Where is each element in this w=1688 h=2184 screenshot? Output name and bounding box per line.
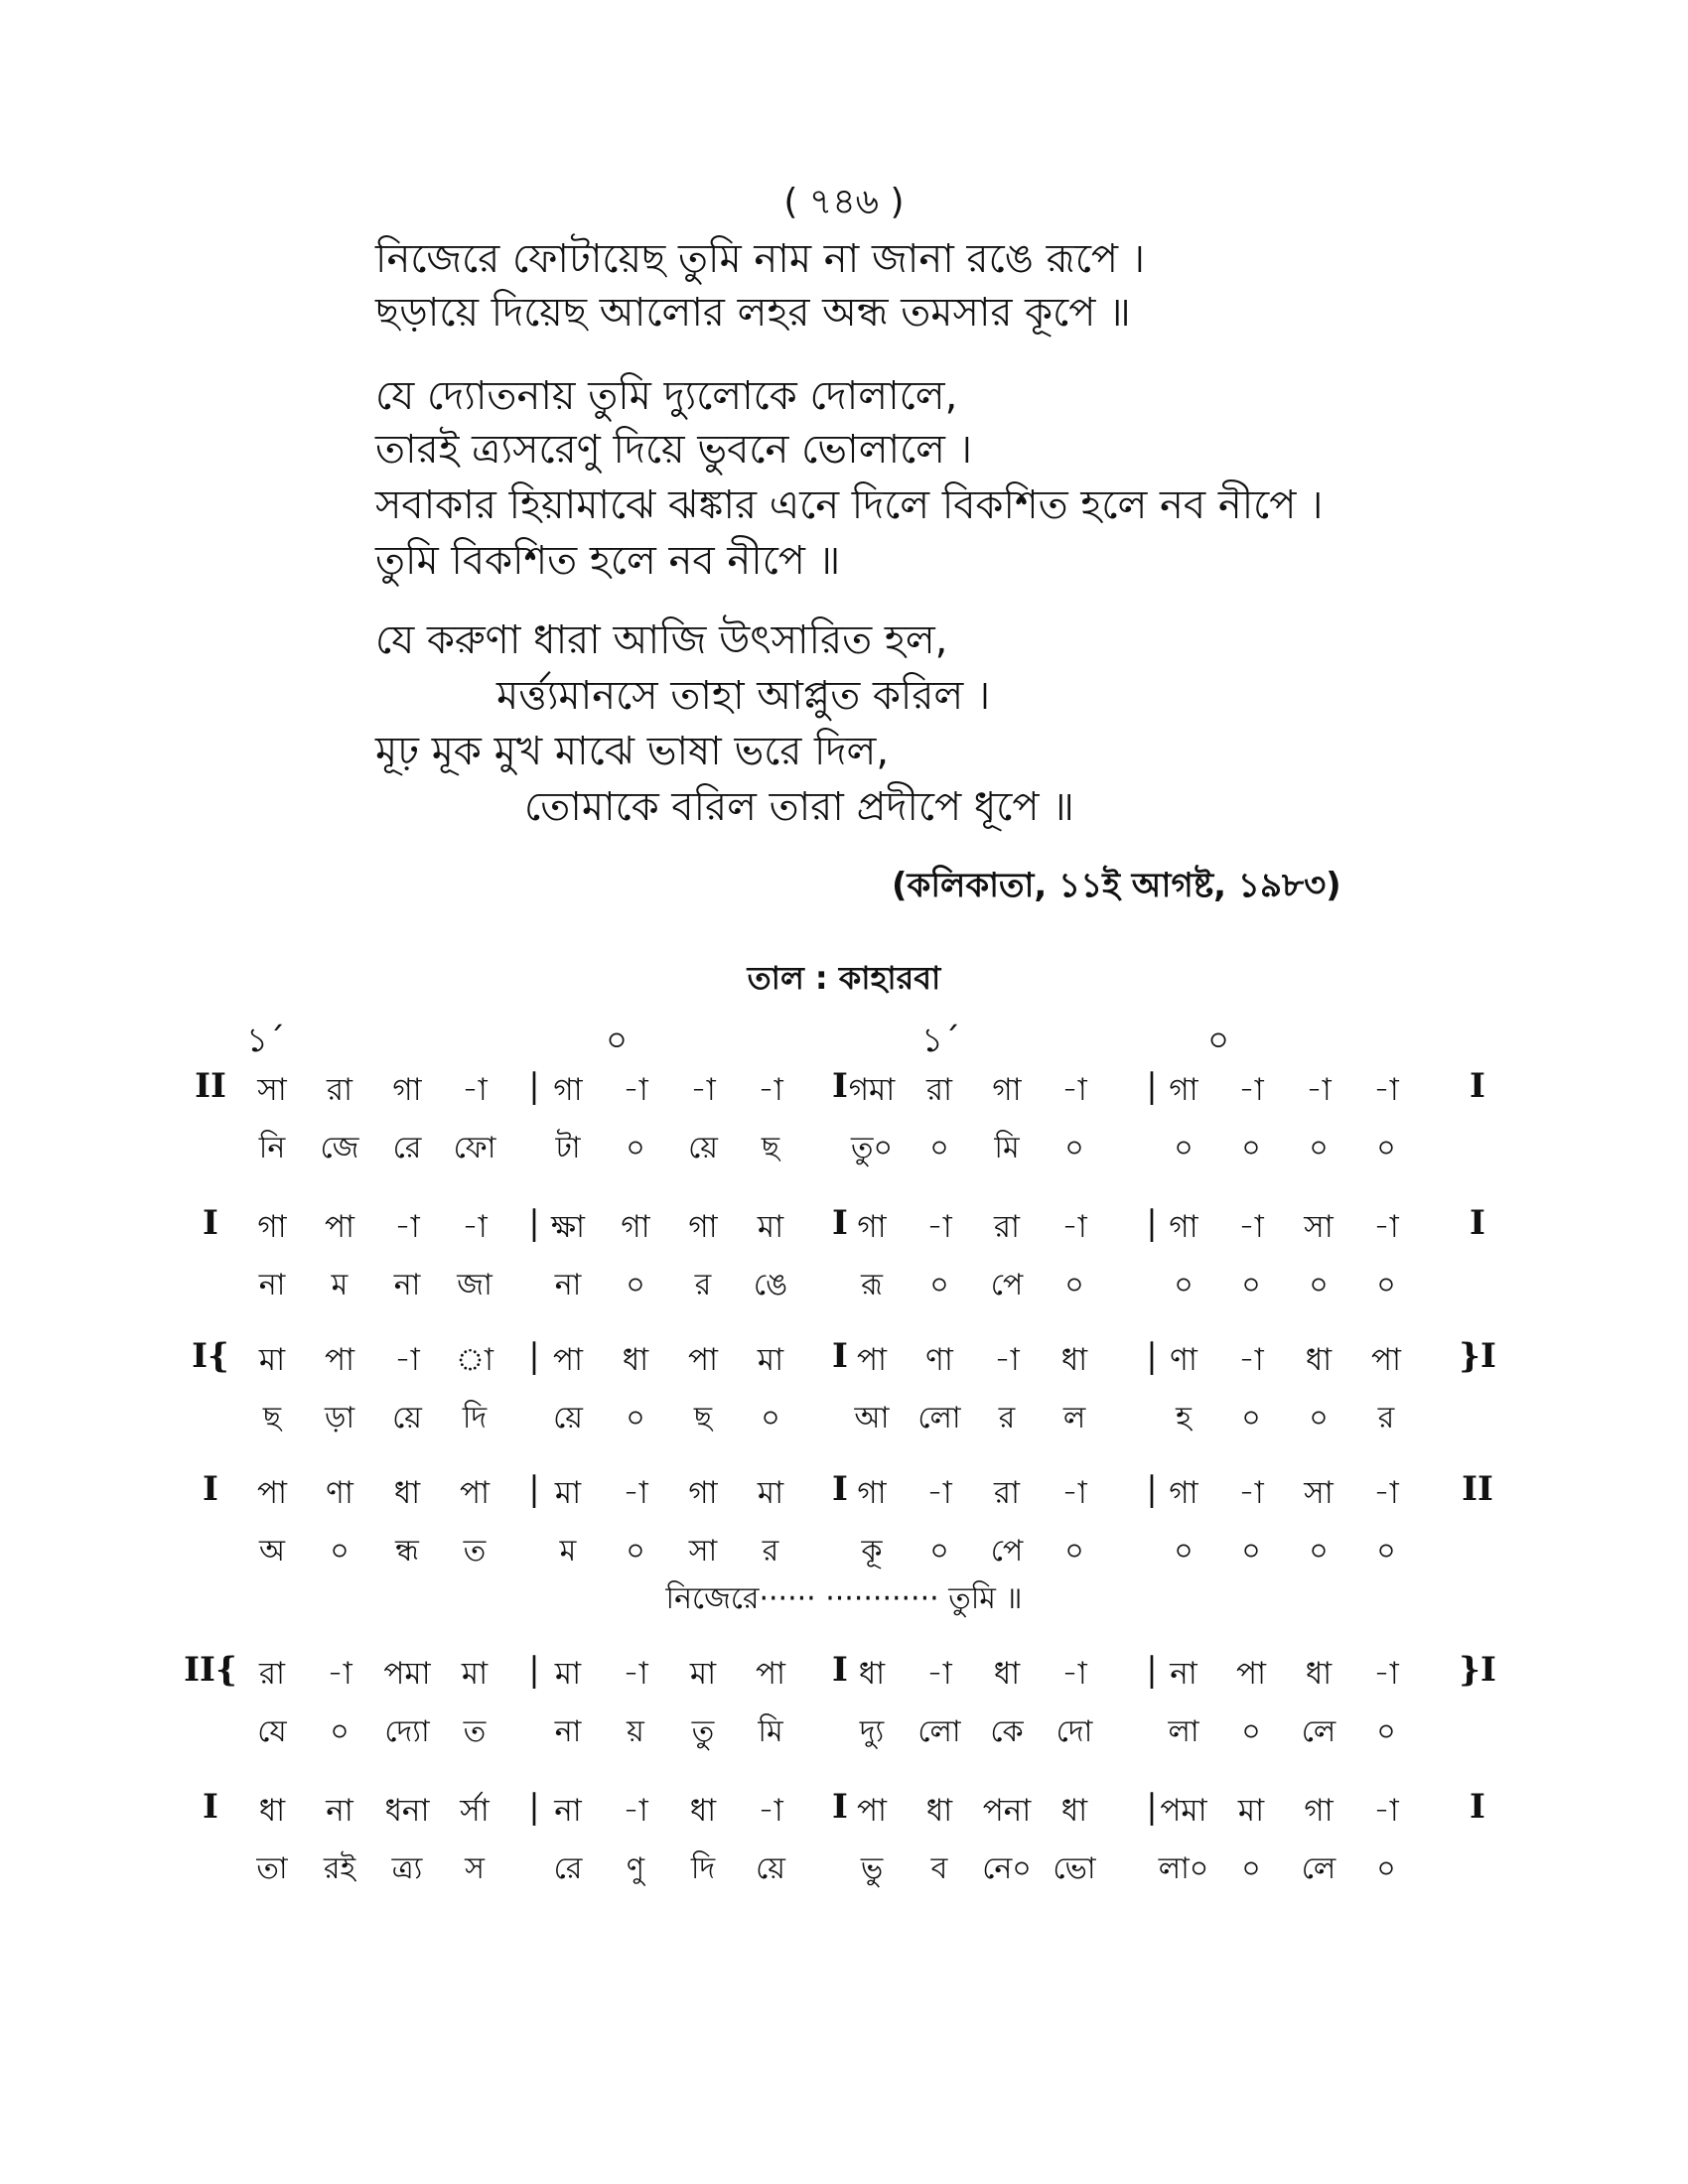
- swara-note: ধা: [925, 1793, 953, 1829]
- swara-note: রা: [993, 1209, 1021, 1245]
- swara-note: গা: [392, 1072, 422, 1108]
- lyric-syllable: ড়া: [324, 1401, 355, 1435]
- swara-note: পা: [755, 1656, 786, 1692]
- swara-note: পা: [552, 1342, 584, 1378]
- beat-mark: ০: [606, 1021, 629, 1060]
- lyric-syllable: ০: [929, 1268, 949, 1302]
- lyric-syllable: লো: [917, 1714, 961, 1749]
- lyric-line: যে করুণা ধারা আজি উৎসারিত হল,: [375, 617, 948, 663]
- lyric-syllable: ০: [1376, 1131, 1396, 1165]
- swara-note: পা: [856, 1793, 888, 1829]
- lyric-syllable: দ্যো: [384, 1714, 430, 1749]
- lyric-syllable: যে: [257, 1714, 287, 1749]
- lyric-syllable: য়ে: [688, 1131, 718, 1165]
- swara-note: মা: [757, 1342, 784, 1378]
- swara-note: মা: [258, 1342, 286, 1378]
- lyric-syllable: টা: [555, 1131, 581, 1165]
- barline: I: [832, 1066, 848, 1106]
- lyric-syllable: লো: [917, 1401, 961, 1435]
- swara-note: -া: [1373, 1475, 1399, 1511]
- swara-note: সা: [1304, 1475, 1334, 1511]
- swara-note: পা: [1235, 1656, 1267, 1692]
- swara-note: সা: [257, 1072, 287, 1108]
- swara-note: -া: [1238, 1475, 1264, 1511]
- lyric-syllable: ০: [1309, 1268, 1329, 1302]
- lyric-line: নিজেরে ফোটায়েছ তুমি নাম না জানা রঙে রূপে ।: [375, 236, 1146, 282]
- lyric-syllable: নে০: [982, 1851, 1032, 1886]
- swara-note: ণা: [326, 1475, 353, 1511]
- lyric-syllable: ০: [626, 1401, 645, 1435]
- refrain-line: নিজেরে······ ············ তুমি ॥: [665, 1581, 1023, 1616]
- swara-note: -া: [462, 1209, 488, 1245]
- swara-note: -া: [623, 1793, 648, 1829]
- lyric-syllable: ০: [1376, 1534, 1396, 1569]
- swara-note: -া: [1373, 1209, 1399, 1245]
- swara-note: -া: [1238, 1072, 1264, 1108]
- lyric-syllable: র: [1377, 1401, 1395, 1435]
- swara-note: গা: [688, 1475, 718, 1511]
- barline: |: [528, 1066, 540, 1106]
- swara-note: -া: [1238, 1209, 1264, 1245]
- swara-note: ণা: [1170, 1342, 1197, 1378]
- swara-note: -া: [994, 1342, 1020, 1378]
- closing-barline: I: [1470, 1066, 1485, 1106]
- lyric-line: যে দ্যোতনায় তুমি দ্যুলোকে দোলালে,: [375, 373, 958, 419]
- lyric-syllable: দি: [690, 1851, 716, 1886]
- lyric-syllable: ০: [330, 1714, 350, 1749]
- lyric-syllable-row: [0, 1124, 1688, 1175]
- lyric-syllable-row: [0, 1844, 1688, 1896]
- beat-mark: ১´: [921, 1021, 961, 1060]
- swara-note: -া: [758, 1793, 783, 1829]
- swara-note: -া: [394, 1342, 420, 1378]
- barline: I: [832, 1650, 848, 1690]
- lyric-syllable: ত: [463, 1534, 487, 1569]
- lyric-syllable: পে: [990, 1268, 1024, 1302]
- swara-note: পমা: [1160, 1793, 1207, 1829]
- swara-row: [0, 1650, 1688, 1702]
- lyric-syllable: ০: [1241, 1851, 1261, 1886]
- swara-note: না: [1170, 1656, 1197, 1692]
- swara-row: [0, 1469, 1688, 1521]
- swara-note: -া: [1373, 1656, 1399, 1692]
- lyric-syllable: ণু: [626, 1851, 645, 1886]
- lyric-syllable: ম: [559, 1534, 577, 1569]
- barline: |: [528, 1469, 540, 1509]
- lyric-syllable: ০: [1064, 1131, 1084, 1165]
- lyric-syllable: ব: [930, 1851, 948, 1886]
- lyric-syllable-row: [0, 1261, 1688, 1312]
- lyric-syllable: ভো: [1053, 1851, 1096, 1886]
- swara-note: রা: [925, 1072, 953, 1108]
- lyric-syllable: পে: [990, 1534, 1024, 1569]
- lyric-syllable: দ্যু: [859, 1714, 885, 1749]
- opening-barline: II: [195, 1066, 226, 1106]
- lyric-syllable: ছ: [262, 1401, 282, 1435]
- lyric-line: ছড়ায়ে দিয়েছ আলোর লহর অন্ধ তমসার কূপে ॥: [375, 290, 1131, 336]
- lyric-syllable: য়ে: [756, 1851, 785, 1886]
- lyric-syllable: ০: [1174, 1268, 1194, 1302]
- swara-note: গা: [992, 1072, 1022, 1108]
- swara-note: গা: [1169, 1072, 1198, 1108]
- swara-note: গা: [1304, 1793, 1334, 1829]
- swara-note: মা: [1237, 1793, 1265, 1829]
- lyric-syllable: ম: [331, 1268, 349, 1302]
- lyric-syllable: ফো: [453, 1131, 496, 1165]
- swara-note: পমা: [383, 1656, 431, 1692]
- swara-note: পা: [856, 1342, 888, 1378]
- swara-note: ধা: [858, 1656, 886, 1692]
- swara-note: -া: [623, 1475, 648, 1511]
- lyric-syllable: মি: [758, 1714, 783, 1749]
- swara-note: গমা: [848, 1072, 896, 1108]
- lyric-syllable: দি: [462, 1401, 488, 1435]
- lyric-syllable-row: [0, 1707, 1688, 1759]
- swara-note: পা: [459, 1475, 491, 1511]
- swara-note: ধা: [622, 1342, 649, 1378]
- swara-note: রা: [326, 1072, 353, 1108]
- swara-note: ধা: [993, 1656, 1021, 1692]
- swara-row: [0, 1787, 1688, 1839]
- swara-note: না: [554, 1793, 582, 1829]
- swara-note: গা: [688, 1209, 718, 1245]
- swara-note: ধা: [689, 1793, 717, 1829]
- lyric-syllable-row: [0, 1394, 1688, 1445]
- swara-note: পা: [256, 1475, 288, 1511]
- lyric-syllable: ০: [1241, 1714, 1261, 1749]
- barline: |: [1146, 1469, 1158, 1509]
- lyric-syllable: রই: [323, 1851, 356, 1886]
- lyric-syllable: লে: [1301, 1851, 1336, 1886]
- lyric-syllable: দো: [1055, 1714, 1093, 1749]
- lyric-syllable: জে: [320, 1131, 359, 1165]
- lyric-syllable: ০: [626, 1534, 645, 1569]
- lyric-line: মূঢ় মূক মুখ মাঝে ভাষা ভরে দিল,: [375, 729, 890, 774]
- page-number: ( ৭৪৬ ): [783, 182, 905, 222]
- place-date: (কলিকাতা, ১১ই আগষ্ট, ১৯৮৩): [892, 866, 1341, 905]
- lyric-syllable: ০: [1241, 1131, 1261, 1165]
- lyric-syllable: ন্ধ: [395, 1534, 419, 1569]
- swara-note: -া: [1238, 1342, 1264, 1378]
- swara-note: গা: [553, 1072, 583, 1108]
- lyric-syllable: ছ: [761, 1131, 780, 1165]
- lyric-syllable: ০: [1064, 1534, 1084, 1569]
- swara-note: -া: [926, 1475, 952, 1511]
- lyric-syllable: ০: [1309, 1401, 1329, 1435]
- lyric-syllable: ০: [1376, 1851, 1396, 1886]
- lyric-syllable: ত: [463, 1714, 487, 1749]
- swara-note: গা: [621, 1209, 650, 1245]
- swara-note: -া: [1061, 1656, 1087, 1692]
- lyric-syllable: ০: [1241, 1534, 1261, 1569]
- closing-barline: }I: [1459, 1650, 1496, 1690]
- lyric-syllable: ০: [626, 1131, 645, 1165]
- swara-note: পা: [1370, 1342, 1402, 1378]
- swara-note: র্সা: [460, 1793, 490, 1829]
- lyric-line: সবাকার হিয়ামাঝে ঝঙ্কার এনে দিলে বিকশিত হলে নব নীপে ।: [375, 482, 1324, 528]
- lyric-syllable: রে: [553, 1851, 583, 1886]
- lyric-syllable: ঙে: [753, 1268, 788, 1302]
- lyric-syllable: য়ে: [392, 1401, 422, 1435]
- barline: |: [1146, 1650, 1158, 1690]
- swara-note: গা: [257, 1209, 287, 1245]
- lyric-syllable: র: [762, 1534, 779, 1569]
- lyric-syllable: তা: [256, 1851, 288, 1886]
- lyric-syllable: ০: [1241, 1401, 1261, 1435]
- lyric-syllable: ০: [1174, 1534, 1194, 1569]
- barline: I: [832, 1469, 848, 1509]
- lyric-syllable: ল: [1062, 1401, 1086, 1435]
- swara-row: [0, 1336, 1688, 1388]
- swara-row: [0, 1203, 1688, 1255]
- swara-note: ণা: [925, 1342, 953, 1378]
- lyric-syllable: অ: [259, 1534, 285, 1569]
- closing-barline: }I: [1459, 1336, 1496, 1376]
- barline: |: [1146, 1336, 1158, 1376]
- swara-note: ক্ষা: [550, 1209, 586, 1245]
- swara-note: -া: [1373, 1072, 1399, 1108]
- swara-note: মা: [554, 1475, 582, 1511]
- swara-note: মা: [757, 1475, 784, 1511]
- swara-note: -া: [623, 1072, 648, 1108]
- lyric-syllable: তু: [691, 1714, 715, 1749]
- swara-note: ধনা: [384, 1793, 430, 1829]
- swara-note: গা: [857, 1209, 887, 1245]
- swara-note: ধা: [258, 1793, 286, 1829]
- lyric-syllable: য়: [627, 1714, 644, 1749]
- barline: |: [528, 1787, 540, 1827]
- barline: I: [832, 1203, 848, 1243]
- lyric-syllable: জা: [457, 1268, 492, 1302]
- tala-label: তাল : কাহারবা: [747, 959, 941, 997]
- swara-note: -া: [926, 1656, 952, 1692]
- swara-note: মা: [461, 1656, 489, 1692]
- lyric-syllable: ০: [626, 1268, 645, 1302]
- beat-mark: ১´: [246, 1021, 286, 1060]
- lyric-syllable: র: [998, 1401, 1016, 1435]
- lyric-syllable: ০: [1309, 1131, 1329, 1165]
- swara-note: মা: [689, 1656, 717, 1692]
- barline: |: [528, 1650, 540, 1690]
- swara-note: ধা: [1305, 1656, 1333, 1692]
- lyric-syllable: ০: [929, 1534, 949, 1569]
- swara-note: -া: [690, 1072, 716, 1108]
- closing-barline: I: [1470, 1787, 1485, 1827]
- swara-note: ধা: [1305, 1342, 1333, 1378]
- beat-mark: ০: [1207, 1021, 1230, 1060]
- lyric-syllable: সা: [688, 1534, 718, 1569]
- swara-note: -া: [758, 1072, 783, 1108]
- lyric-syllable: মি: [994, 1131, 1020, 1165]
- swara-note: -া: [462, 1072, 488, 1108]
- lyric-syllable: ০: [929, 1131, 949, 1165]
- swara-note: গা: [1169, 1209, 1198, 1245]
- closing-barline: I: [1470, 1203, 1485, 1243]
- swara-note: া: [455, 1342, 494, 1378]
- closing-barline: II: [1462, 1469, 1493, 1509]
- lyric-syllable: রে: [392, 1131, 422, 1165]
- lyric-syllable: কূ: [861, 1534, 883, 1569]
- swara-note: পা: [687, 1342, 719, 1378]
- lyric-syllable: ০: [1241, 1268, 1261, 1302]
- barline: |: [528, 1203, 540, 1243]
- lyric-syllable: ০: [1064, 1268, 1084, 1302]
- lyric-syllable: আ: [854, 1401, 890, 1435]
- lyric-line: তুমি বিকশিত হলে নব নীপে ॥: [375, 538, 841, 584]
- swara-note: -া: [394, 1209, 420, 1245]
- swara-note: -া: [1061, 1072, 1087, 1108]
- swara-row: [0, 1066, 1688, 1118]
- opening-barline: I{: [192, 1336, 229, 1376]
- lyric-syllable: নি: [258, 1131, 286, 1165]
- lyric-syllable: না: [258, 1268, 286, 1302]
- lyric-syllable: তু০: [850, 1131, 894, 1165]
- lyric-syllable: না: [554, 1714, 582, 1749]
- swara-note: মা: [757, 1209, 784, 1245]
- lyric-syllable-row: [0, 1527, 1688, 1578]
- lyric-syllable: য়ে: [553, 1401, 583, 1435]
- lyric-syllable: রূ: [861, 1268, 883, 1302]
- swara-note: মা: [554, 1656, 582, 1692]
- lyric-syllable: না: [554, 1268, 582, 1302]
- lyric-syllable: ০: [1309, 1534, 1329, 1569]
- swara-note: -া: [1061, 1209, 1087, 1245]
- barline: |: [1146, 1787, 1158, 1827]
- lyric-syllable: কে: [990, 1714, 1024, 1749]
- lyric-syllable: স: [465, 1851, 485, 1886]
- opening-barline: I: [203, 1787, 218, 1827]
- opening-barline: I: [203, 1469, 218, 1509]
- lyric-syllable: ছ: [693, 1401, 713, 1435]
- swara-note: -া: [1306, 1072, 1332, 1108]
- barline: |: [1146, 1066, 1158, 1106]
- opening-barline: II{: [184, 1650, 237, 1690]
- swara-note: -া: [623, 1656, 648, 1692]
- swara-note: সা: [1304, 1209, 1334, 1245]
- swara-note: -া: [926, 1209, 952, 1245]
- lyric-syllable: লা০: [1158, 1851, 1209, 1886]
- lyric-syllable: হ: [1176, 1401, 1192, 1435]
- lyric-line: তোমাকে বরিল তারা প্রদীপে ধূপে ॥: [524, 784, 1074, 830]
- barline: |: [528, 1336, 540, 1376]
- barline: I: [832, 1336, 848, 1376]
- lyric-syllable: ০: [330, 1534, 350, 1569]
- swara-note: গা: [1169, 1475, 1198, 1511]
- lyric-line: তারই ত্র্যসরেণু দিয়ে ভুবনে ভোলালে ।: [375, 427, 972, 473]
- barline: |: [1146, 1203, 1158, 1243]
- swara-note: পা: [324, 1342, 355, 1378]
- lyric-syllable: র: [694, 1268, 712, 1302]
- swara-note: ধা: [393, 1475, 421, 1511]
- lyric-syllable: ০: [1174, 1131, 1194, 1165]
- swara-note: পা: [324, 1209, 355, 1245]
- lyric-line: মর্ত্ত্যমানসে তাহা আপ্লুত করিল ।: [496, 673, 991, 719]
- swara-note: পনা: [982, 1793, 1032, 1829]
- lyric-syllable: ভু: [860, 1851, 884, 1886]
- lyric-syllable: ০: [761, 1401, 780, 1435]
- lyric-syllable: লে: [1301, 1714, 1336, 1749]
- lyric-syllable: ত্র্য: [391, 1851, 423, 1886]
- lyric-syllable: ০: [1376, 1268, 1396, 1302]
- lyric-syllable: ০: [1376, 1714, 1396, 1749]
- swara-note: -া: [327, 1656, 352, 1692]
- lyric-syllable: না: [393, 1268, 421, 1302]
- swara-note: -া: [1061, 1475, 1087, 1511]
- swara-note: -া: [1373, 1793, 1399, 1829]
- swara-note: ধা: [1060, 1342, 1088, 1378]
- swara-note: না: [326, 1793, 353, 1829]
- swara-note: রা: [258, 1656, 286, 1692]
- swara-note: গা: [857, 1475, 887, 1511]
- opening-barline: I: [203, 1203, 218, 1243]
- lyric-syllable: লা: [1168, 1714, 1199, 1749]
- barline: I: [832, 1787, 848, 1827]
- swara-note: ধা: [1060, 1793, 1088, 1829]
- swara-note: রা: [993, 1475, 1021, 1511]
